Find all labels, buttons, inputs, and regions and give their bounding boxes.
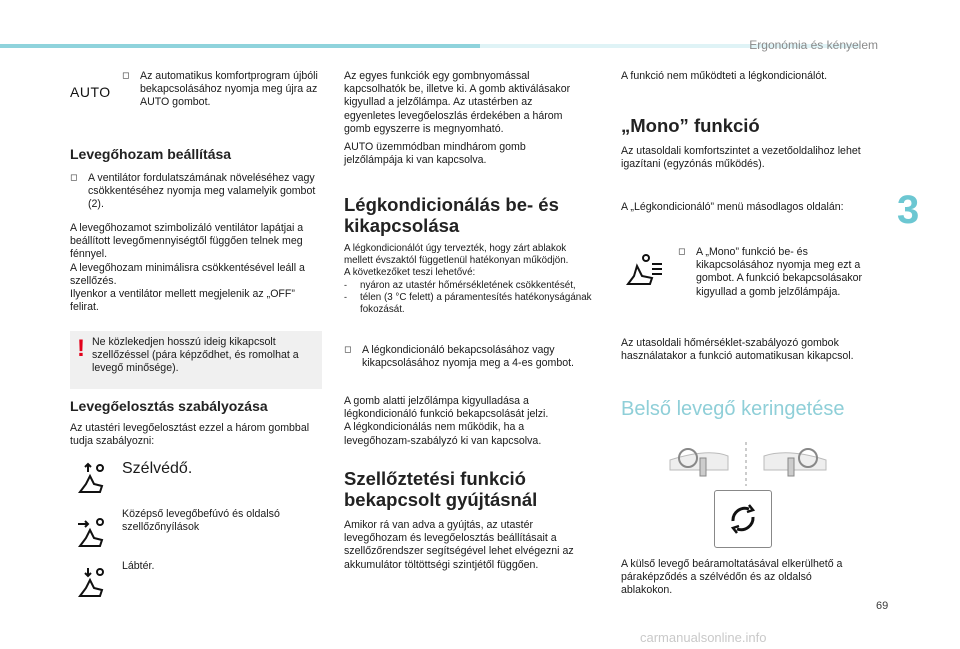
- auto-text: Az automatikus komfortprogram újbóli bekapcsolásához nyomja meg újra az AUTO gombot.: [140, 70, 318, 109]
- bullet-icon: ◻: [344, 344, 352, 354]
- mono-title: „Mono” funkció: [621, 115, 760, 136]
- warning-text: Ne közlekedjen hosszú ideig kikapcsolt szellőzéssel (pára képződhet, és romolhat a levegő minősége).: [92, 336, 299, 375]
- airflow-bullet: [70, 172, 322, 212]
- bullet-icon: ◻: [122, 70, 130, 80]
- mono-p1-wrap: [621, 145, 861, 171]
- ac-p1: A gomb alatti jelzőlámpa kigyulladása a légkondicionáló funkció bekapcsolását jelzi.: [344, 395, 549, 421]
- ac-p2: A légkondicionálás nem működik, ha a levegőhozam-szabályzó ki van kapcsolva.: [344, 421, 542, 447]
- dist-item-face-wrap: [122, 508, 322, 534]
- recirc-p: A külső levegő beáramoltatásával elkerülhető a páraképződés a szélvédőn és az oldalsó ablakokon.: [621, 558, 843, 597]
- mono-bullet: [678, 246, 868, 299]
- warning-icon: !: [77, 335, 85, 362]
- recirculation-button: [714, 490, 772, 548]
- col2-intro: [344, 70, 584, 167]
- dist-item-footwell-wrap: [122, 560, 154, 573]
- vent-p: Amikor rá van adva a gyújtás, az utastér levegőhozam és levegőelosztás beállításait a szellőzőrendszer segítségével lehet elvégezni az akkumulátor töltöttségi szintjétől függően.: [344, 519, 574, 571]
- col2-p1: Az egyes funkciók egy gombnyomással kapcsolhatók be, illetve ki. A gomb aktiválásakor kigyullad a jelzőlámpa. Az utastérben az egyenletes levegőeloszlás érdekében a három gomb egyszerre is megnyomható.: [344, 70, 571, 135]
- col2-p2: AUTO üzemmódban mindhárom gomb jelzőlámpája ki van kapcsolva.: [344, 141, 526, 167]
- mono-p3-wrap: [621, 337, 861, 363]
- mono-p1: Az utasoldali komfortszintet a vezetőoldalihoz lehet igazítani (egyzónás működés).: [621, 145, 861, 171]
- windscreen-airflow-icon: [74, 462, 108, 496]
- header-bar: [0, 44, 480, 48]
- vent-title: Szellőztetési funkció bekapcsolt gyújtásnál: [344, 468, 538, 510]
- dist-item-windscreen: Szélvédő.: [122, 460, 193, 477]
- airflow-p2: A levegőhozam minimálisra csökkentésével leáll a szellőzés.: [70, 261, 305, 287]
- ac-body: [344, 395, 584, 448]
- ac-dash-1-text: nyáron az utastér hőmérsékletének csökkentését,: [360, 279, 576, 291]
- distribution-intro-wrap: [70, 422, 322, 448]
- auto-label: AUTO: [70, 84, 111, 100]
- section-title: Ergonómia és kényelem: [749, 38, 878, 52]
- footwell-airflow-icon: [74, 566, 108, 600]
- col3-p1-wrap: [621, 70, 861, 83]
- dashboard-illustration-icon: [668, 440, 828, 488]
- page-number: 69: [876, 600, 889, 612]
- ac-dash-2-text: télen (3 °C felett) a páramentesítés hatékonyságának fokozását.: [360, 291, 592, 316]
- col3-p1: A funkció nem működteti a légkondicionálót.: [621, 70, 828, 82]
- ac-small-2: A következőket teszi lehetővé:: [344, 267, 476, 279]
- auto-bullet: [122, 70, 322, 110]
- airflow-bullet-text: A ventilátor fordulatszámának növeléséhez vagy csökkentéséhez nyomja meg valamelyik gombot (2).: [88, 172, 316, 211]
- mono-p2-wrap: [621, 201, 861, 214]
- recirc-body: [621, 558, 861, 598]
- mono-bullet-text: A „Mono” funkció be- és kikapcsolásához nyomja meg ezt a gombot. A funkció bekapcsolásakor kigyullad a gomb jelzőlámpája.: [696, 246, 863, 298]
- distribution-title: Levegőelosztás szabályozása: [70, 398, 268, 414]
- airflow-body: [70, 222, 322, 314]
- ac-small-1: A légkondicionálót úgy tervezték, hogy zárt ablakok mellett évszaktól függetlenül hatékonyan működjön.: [344, 243, 569, 267]
- bullet-icon: ◻: [70, 172, 78, 182]
- recirc-title: Belső levegő keringetése: [621, 398, 845, 420]
- face-vent-airflow-icon: [74, 516, 108, 550]
- airflow-p3: Ilyenkor a ventilátor mellett megjelenik az „OFF” felirat.: [70, 288, 295, 314]
- ac-dash-1: - nyáron az utastér hőmérsékletének csökkentését,: [344, 279, 576, 291]
- recirculation-icon: [715, 491, 771, 547]
- dist-item-footwell: Lábtér.: [122, 560, 155, 572]
- mono-p3: Az utasoldali hőmérséklet-szabályozó gombok használatakor a funkció automatikusan kikapcsol.: [621, 337, 854, 363]
- mono-p2: A „Légkondicionáló” menü másodlagos oldalán:: [621, 201, 844, 213]
- vent-body: [344, 519, 588, 572]
- watermark: carmanualsonline.info: [640, 630, 767, 645]
- mono-seat-icon: [622, 252, 666, 288]
- ac-bullet: [344, 344, 586, 370]
- ac-bullet-text: A légkondicionáló bekapcsolásához vagy kikapcsolásához nyomja meg a 4-es gombot.: [362, 344, 574, 370]
- airflow-title: Levegőhozam beállítása: [70, 146, 232, 162]
- ac-dash-2: - télen (3 °C felett) a páramentesítés hatékonyságának fokozását.: [344, 292, 594, 316]
- airflow-p1: A levegőhozamot szimbolizáló ventilátor lapátjai a beállított levegőmennyiségtől függően telnek meg fénnyel.: [70, 222, 304, 261]
- dist-item-face: Középső levegőbefúvó és oldalsó szellőzőnyílások: [122, 508, 280, 534]
- chapter-number: 3: [897, 188, 920, 232]
- distribution-intro: Az utastéri levegőelosztást ezzel a három gombbal tudja szabályozni:: [70, 422, 310, 448]
- ac-small-wrap: [344, 243, 594, 316]
- warning-text-wrap: [92, 336, 320, 376]
- bullet-icon: ◻: [678, 246, 686, 256]
- ac-title: Légkondicionálás be- és kikapcsolása: [344, 194, 559, 236]
